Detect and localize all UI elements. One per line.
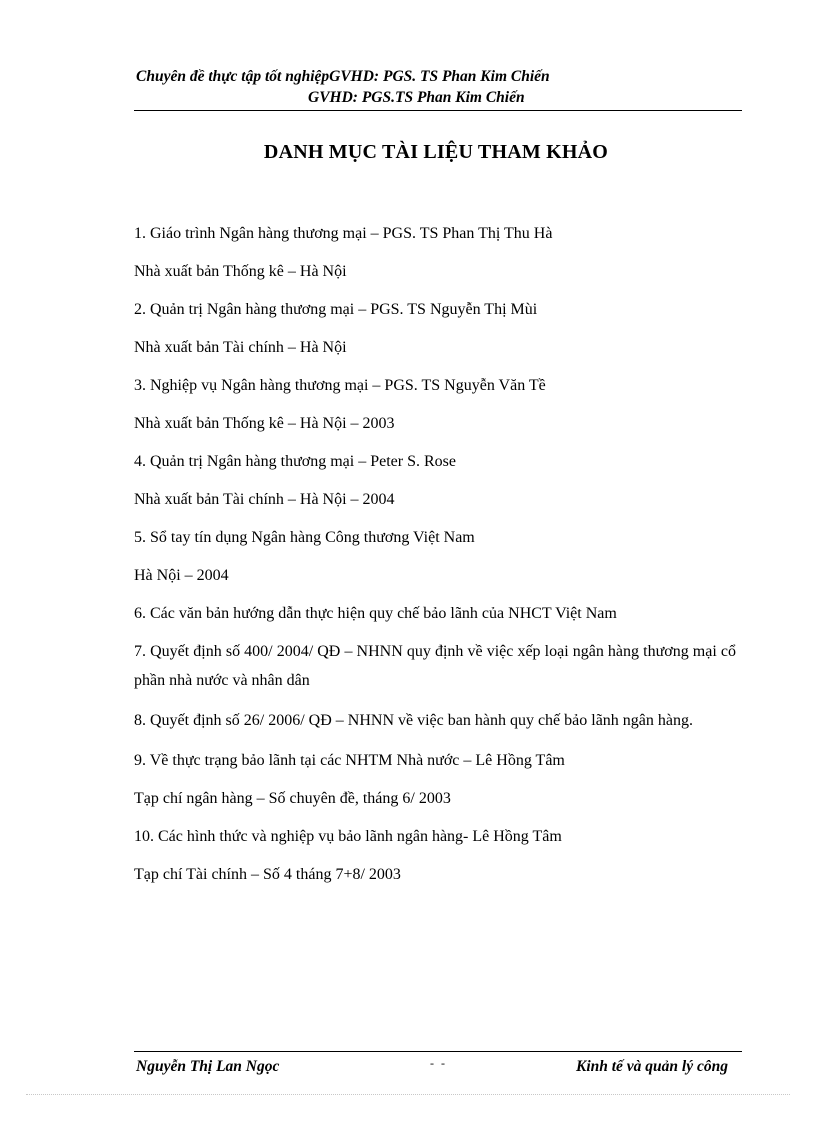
- footer-department: Kinh tế và quản lý công: [575, 1058, 728, 1075]
- reference-item-4: [134, 450, 736, 512]
- reference-publisher: Tạp chí ngân hàng – Số chuyên đề, tháng 6/ 2003: [134, 790, 451, 807]
- reference-title: 4. Quản trị Ngân hàng thương mại – Peter S. Rose: [134, 453, 456, 470]
- reference-item-7: [134, 637, 736, 695]
- header-line-1: Chuyên đề thực tập tốt nghiệpGVHD: PGS. TS Phan Kim Chiến: [136, 68, 550, 85]
- reference-title: 10. Các hình thức và nghiệp vụ bảo lãnh ngân hàng- Lê Hồng Tâm: [134, 828, 562, 845]
- reference-item-3: [134, 374, 736, 436]
- header-line-2: GVHD: PGS.TS Phan Kim Chiến: [308, 89, 525, 106]
- reference-publisher: Tạp chí Tài chính – Số 4 tháng 7+8/ 2003: [134, 866, 401, 883]
- reference-item-1: [134, 222, 736, 284]
- reference-item-5: [134, 526, 736, 588]
- reference-item-9: [134, 749, 736, 811]
- reference-title: 2. Quản trị Ngân hàng thương mại – PGS. TS Nguyễn Thị Mùi: [134, 301, 538, 318]
- reference-publisher: Nhà xuất bản Tài chính – Hà Nội – 2004: [134, 491, 395, 508]
- reference-publisher: Hà Nội – 2004: [134, 567, 229, 584]
- reference-item-2: [134, 298, 736, 360]
- reference-item-6: [134, 602, 736, 626]
- reference-title: 3. Nghiệp vụ Ngân hàng thương mại – PGS. TS Nguyễn Văn Tề: [134, 377, 546, 394]
- reference-title: 6. Các văn bản hướng dẫn thực hiện quy chế bảo lãnh của NHCT Việt Nam: [134, 605, 617, 622]
- reference-publisher: Nhà xuất bản Thống kê – Hà Nội – 2003: [134, 415, 395, 432]
- reference-list: [134, 222, 736, 901]
- reference-paragraph: 8. Quyết định số 26/ 2006/ QĐ – NHNN về việc ban hành quy chế bảo lãnh ngân hàng.: [134, 712, 693, 729]
- footer-author: Nguyễn Thị Lan Ngọc: [136, 1058, 280, 1075]
- reference-paragraph: 7. Quyết định số 400/ 2004/ QĐ – NHNN quy định về việc xếp loại ngân hàng thương mại cổ phần nhà nước và nhân dân: [134, 643, 736, 689]
- reference-title: 5. Sổ tay tín dụng Ngân hàng Công thương Việt Nam: [134, 529, 475, 546]
- reference-title: 9. Về thực trạng bảo lãnh tại các NHTM Nhà nước – Lê Hồng Tâm: [134, 752, 565, 769]
- footer-page-number: - -: [430, 1056, 447, 1070]
- page-footer: [134, 1051, 742, 1082]
- page-bottom-divider: [26, 1094, 790, 1095]
- reference-item-8: [134, 706, 736, 735]
- reference-publisher: Nhà xuất bản Tài chính – Hà Nội: [134, 339, 347, 356]
- page-header: [134, 66, 742, 111]
- reference-publisher: Nhà xuất bản Thống kê – Hà Nội: [134, 263, 347, 280]
- reference-item-10: [134, 825, 736, 887]
- page-title: DANH MỤC TÀI LIỆU THAM KHẢO: [263, 141, 609, 163]
- reference-title: 1. Giáo trình Ngân hàng thương mại – PGS. TS Phan Thị Thu Hà: [134, 225, 553, 242]
